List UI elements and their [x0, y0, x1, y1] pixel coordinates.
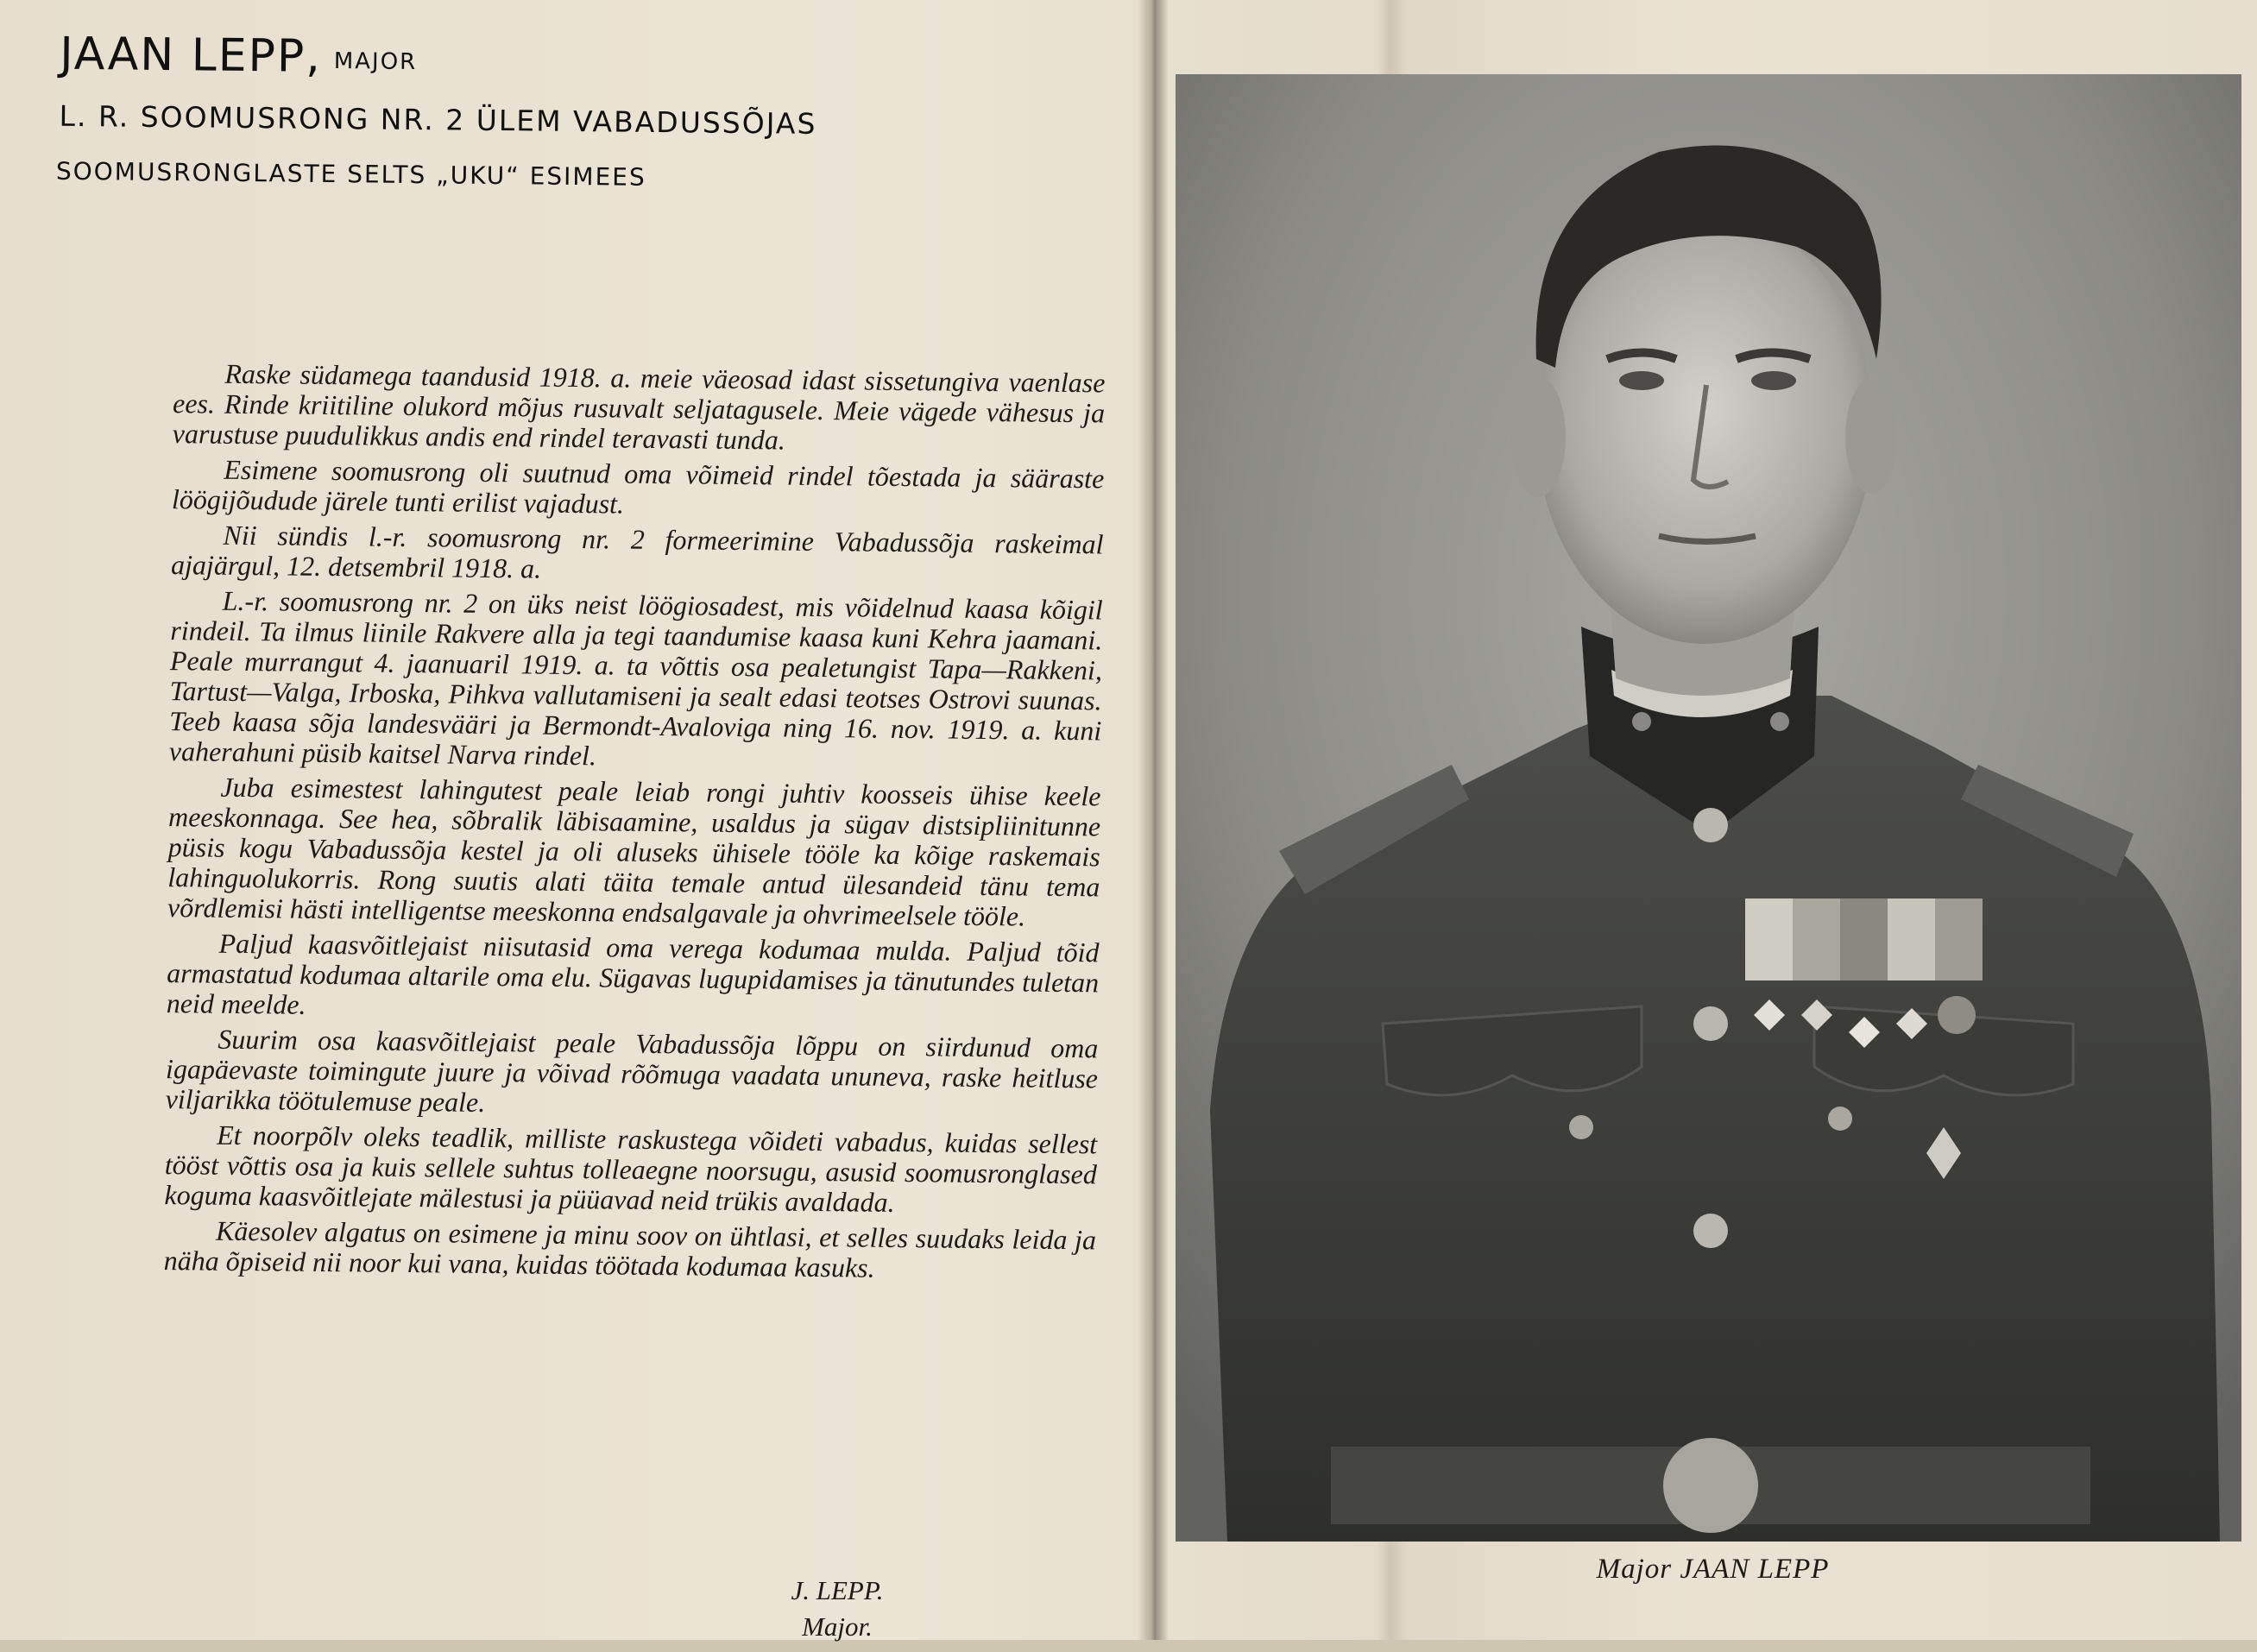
paragraph-6: Paljud kaasvõitlejaist niisutasid oma verega kodumaa mulda. Paljud tõid armastatud kodumaa altarile oma elu. Sügavas lugupidamises ja tänutundes tuletan neid meelde. — [166, 927, 1100, 1020]
signature-block — [751, 1573, 924, 1645]
paragraph-4: L.-r. soomusrong nr. 2 on üks neist löögiosadest, mis võidelnud kaasa kõigil rindeil. Ta ilmus liinile Rakvere alla ja tegi taandumise kaasa kuni Kehra jaamani. Peale murrangut 4. jaanuaril 1919. a. ta võttis osa pealetungist Tapa—Rakkeni, Tartust—Valga, Irboska, Pihkva vallutamiseni ja sealt edasi teotses Ostrovi suunas. Teeb kaasa sõja landesvääri ja Bermondt-Avaloviga ning 16. nov. 1919. a. kuni vaherahuni püsib kaitsel Narva rindel. — [168, 584, 1103, 772]
paragraph-9: Käesolev algatus on esimene ja minu soov on ühtlasi, et selles suudaks leida ja näha õpiseid nii noor kui vana, kuidas töötada kodumaa kasuks. — [163, 1214, 1097, 1283]
author-rank: MAJOR — [333, 48, 418, 76]
right-page — [1169, 0, 2257, 1640]
page-header — [55, 28, 818, 193]
signature-name: J. LEPP. — [791, 1575, 884, 1605]
photo-caption — [1169, 1554, 2257, 1586]
paragraph-3: Nii sündis l.-r. soomusrong nr. 2 formeerimine Vabadussõja raskeimal ajajärgul, 12. detsembril 1918. a. — [170, 519, 1104, 584]
paragraph-1: Raske südamega taandusid 1918. a. meie väeosad idast sissetungiva vaenlase ees. Rinde kriitiline olukord mõjus rusuvalt seljatagusele. Meie vägede vähesus ja varustuse puudulikkus andis end rindel teravasti tunda. — [172, 357, 1106, 456]
paragraph-2: Esimene soomusrong oli suutnud oma võimeid rindel tõestada ja sääraste löögijõudude järele tunti erilist vajadust. — [171, 453, 1105, 520]
caption-name: JAAN LEPP — [1680, 1554, 1830, 1585]
subtitle-society: SOOMUSRONGLASTE SELTS „UKU“ ESIMEES — [55, 156, 646, 192]
title-line — [60, 28, 817, 88]
paragraph-8: Et noorpõlv oleks teadlik, milliste raskustega võideti vabadus, kuidas sellest tööst võttis osa ja kuis sellele suhtus tolleaegne noorsugu, asusid soomusronglased koguma kaasvõitlejate mälestusi ja püüavad neid trükis avaldada. — [164, 1119, 1098, 1218]
subtitle-command: L. R. SOOMUSRONG NR. 2 ÜLEM VABADUSSÕJAS — [59, 98, 817, 141]
paragraph-7: Suurim osa kaasvõitlejaist peale Vabadussõja lõppu on siirdunud oma igapäevaste toimingute juure ja võivad rõõmuga vaadata ununeva, raske heitluse viljarikka töötulemuse peale. — [165, 1023, 1099, 1118]
paragraph-5: Juba esimestest lahingutest peale leiab rongi juhtiv koosseis ühise keele meeskonnaga. See hea, sõbralik läbisaamine, usaldus ja sügav distsipliinitunne püsis kogu Vabadussõja kestel ja oli aluseks ühisele tööle ka kõige raskemais lahinguolukorris. Rong suutis alati täita temale antud ülesandeid tänu tema võrdlemisi hästi intelligentse meeskonna endsalgavale ja ohvrimeelsele tööle. — [167, 771, 1101, 932]
portrait-illustration — [1176, 74, 2241, 1542]
signature-title: Major. — [802, 1611, 873, 1642]
portrait-photo — [1176, 74, 2241, 1542]
letter-body — [163, 358, 1105, 1290]
caption-rank: Major — [1596, 1554, 1673, 1585]
author-name: JAAN LEPP, — [60, 28, 323, 83]
